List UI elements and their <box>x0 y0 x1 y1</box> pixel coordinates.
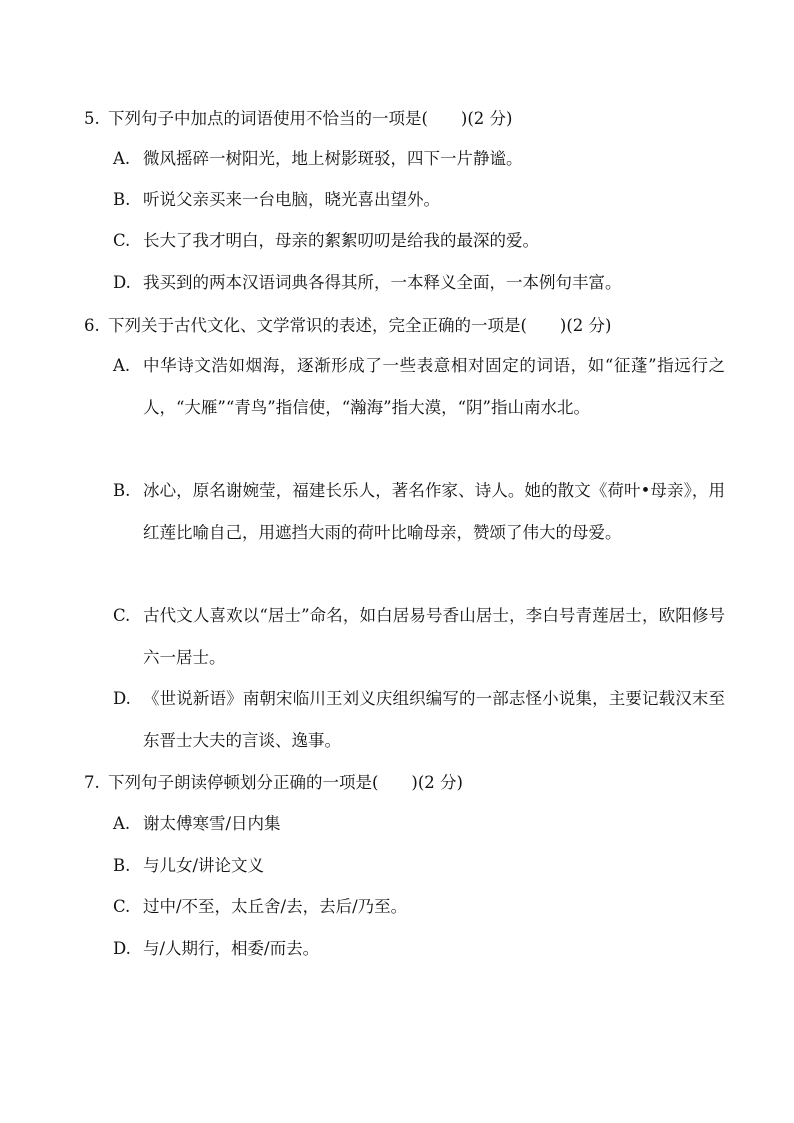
option-text: 与/人期行，相委/而去。 <box>143 939 320 958</box>
question-7-stem <box>84 771 734 795</box>
option-letter: D. <box>113 939 131 958</box>
option-text: 冰心，原名谢婉莹，福建长乐人，著名作家、诗人。她的散文《荷叶•母亲》，用红莲比喻自己，用遮挡大雨的荷叶比喻母亲，赞颂了伟大的母爱。 <box>143 481 725 542</box>
option-letter: C. <box>113 606 131 625</box>
question-7-option-c[interactable] <box>113 886 725 928</box>
question-5-option-c[interactable] <box>113 220 725 262</box>
option-letter: D. <box>113 689 131 708</box>
question-number: 6. <box>84 316 100 335</box>
option-text: 谢太傅寒雪/日内集 <box>143 814 281 833</box>
option-text: 微风摇碎一树阳光，地上树影斑驳，四下一片静谧。 <box>143 149 523 168</box>
question-7-option-a[interactable] <box>113 803 725 845</box>
question-6-option-b[interactable] <box>113 470 725 553</box>
option-letter: A. <box>113 356 131 375</box>
option-text: 听说父亲买来一台电脑，晓光喜出望外。 <box>143 190 440 209</box>
option-letter: C. <box>113 897 131 916</box>
option-text: 长大了我才明白，母亲的絮絮叨叨是给我的最深的爱。 <box>143 231 539 250</box>
question-number: 7. <box>84 773 100 792</box>
question-number: 5. <box>84 109 100 128</box>
option-text: 《世说新语》南朝宋临川王刘义庆组织编写的一部志怪小说集，主要记载汉末至东晋士大夫的言谈、逸事。 <box>143 689 725 750</box>
option-letter: C. <box>113 231 131 250</box>
option-letter: A. <box>113 814 131 833</box>
option-letter: B. <box>113 856 131 875</box>
option-text: 我买到的两本汉语词典各得其所，一本释义全面，一本例句丰富。 <box>143 273 622 292</box>
question-7-option-b[interactable] <box>113 845 725 887</box>
question-7-option-d[interactable] <box>113 928 725 970</box>
option-text: 过中/不至，太丘舍/去，去后/乃至。 <box>143 897 408 916</box>
option-letter: A. <box>113 149 131 168</box>
question-6-option-d[interactable] <box>113 678 725 761</box>
question-6-option-a[interactable] <box>113 345 725 428</box>
option-text: 中华诗文浩如烟海，逐渐形成了一些表意相对固定的词语，如“征蓬”指远行之人，“大雁”“青鸟”指信使，“瀚海”指大漠，“阴”指山南水北。 <box>143 356 725 417</box>
question-6-option-c[interactable] <box>113 595 725 678</box>
question-text: 下列句子朗读停顿划分正确的一项是( )(2 分) <box>108 773 463 792</box>
question-6-stem <box>84 314 734 338</box>
option-text: 与儿女/讲论文义 <box>143 856 265 875</box>
question-5-option-d[interactable] <box>113 262 725 304</box>
option-text: 古代文人喜欢以“居士”命名，如白居易号香山居士，李白号青莲居士，欧阳修号六一居士。 <box>143 606 725 667</box>
option-letter: D. <box>113 273 131 292</box>
option-letter: B. <box>113 481 131 500</box>
option-letter: B. <box>113 190 131 209</box>
question-5-stem <box>84 107 734 131</box>
question-5-option-a[interactable] <box>113 138 725 180</box>
question-text: 下列句子中加点的词语使用不恰当的一项是( )(2 分) <box>108 109 513 128</box>
question-text: 下列关于古代文化、文学常识的表述，完全正确的一项是( )(2 分) <box>108 316 612 335</box>
question-5-option-b[interactable] <box>113 179 725 221</box>
